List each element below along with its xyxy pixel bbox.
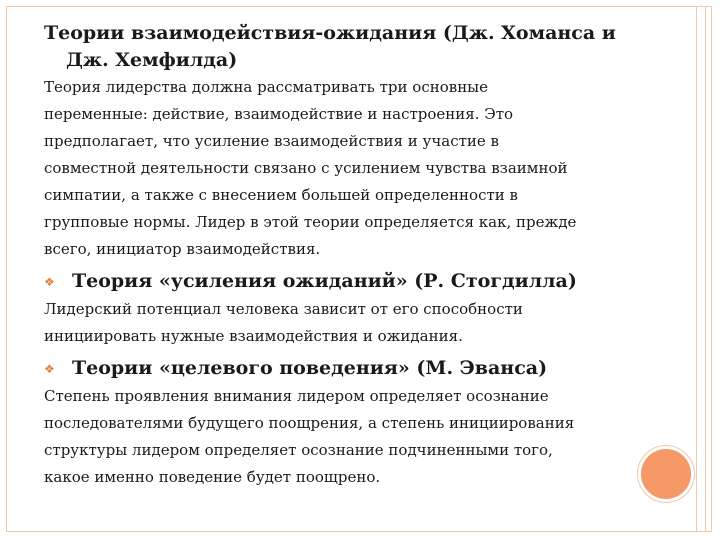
diamond-bullet-icon: ❖ — [44, 362, 55, 376]
section1-line: групповые нормы. Лидер в этой теории определяется как, прежде — [44, 213, 577, 231]
section2-line: инициировать нужные взаимодействия и ожидания. — [44, 327, 463, 345]
section3-line: последователями будущего поощрения, а степень инициирования — [44, 414, 575, 432]
section1-line: переменные: действие, взаимодействие и настроения. Это — [44, 105, 514, 123]
slide-content — [44, 20, 624, 491]
section3-line: Степень проявления внимания лидером определяет осознание — [44, 387, 549, 405]
section1-line: всего, инициатор взаимодействия. — [44, 240, 321, 258]
section3-line: какое именно поведение будет поощрено. — [44, 468, 381, 486]
section1-line: предполагает, что усиление взаимодействия и участие в — [44, 132, 499, 150]
slide-frame-right-band — [696, 6, 706, 532]
section3-heading — [44, 353, 624, 383]
diamond-bullet-icon: ❖ — [44, 275, 55, 289]
section1-line: совместной деятельности связано с усилением чувства взаимной — [44, 159, 568, 177]
section2-title: Теория «усиления ожиданий» (Р. Стогдилла) — [72, 270, 577, 292]
section2-heading — [44, 266, 624, 296]
section3-line: структуры лидером определяет осознание подчиненными того, — [44, 441, 553, 459]
section1-line: Теория лидерства должна рассматривать три основные — [44, 78, 489, 96]
decorative-circle — [638, 446, 694, 502]
section2-line: Лидерский потенциал человека зависит от его способности — [44, 300, 523, 318]
section1-line: симпатии, а также с внесением большей определенности в — [44, 186, 518, 204]
section3-title: Теории «целевого поведения» (М. Эванса) — [72, 357, 548, 379]
section1-title: Теории взаимодействия-ожидания (Дж. Хоманса и Дж. Хемфилда) — [44, 22, 616, 71]
